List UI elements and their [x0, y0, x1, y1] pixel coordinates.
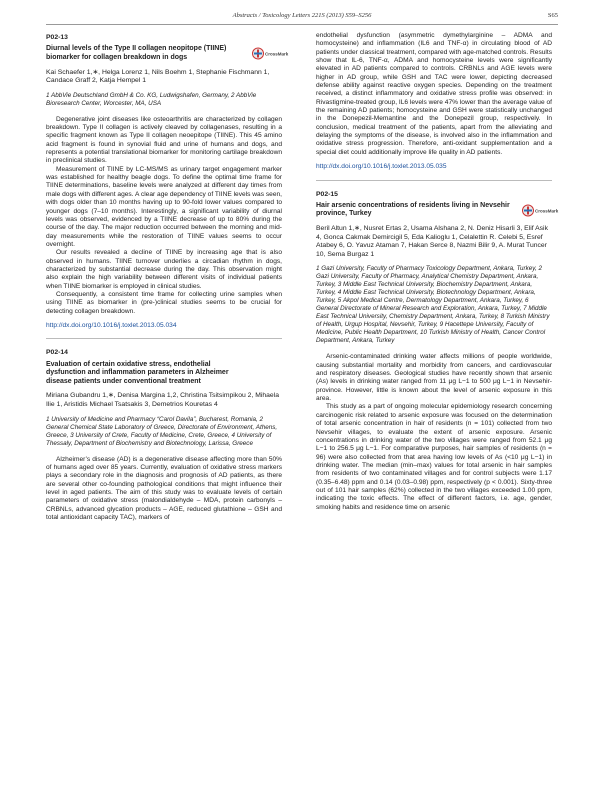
abstract-title [46, 361, 282, 387]
paragraph: Measurement of TIINE by LC-MS/MS as urinary target engagement marker was established for healthy beagle dogs. To define the optimal time frame for TIINE determinations, baseline levels were analyzed at different day times from male dogs with different ages. A clear age dependency of TIINE levels was seen, with dogs older than 10 months having up to 90-fold lower values compared to younger dogs (7–10 months). Interestingly, a significant variability of diurnal levels was observed, evidenced by a TIINE decrease of up to 80% during the course of the day. The major reduction occurred between the morning and mid-day measurements while the restoration of TIINE values seems to occur overnight. [46, 165, 282, 248]
running-header [46, 8, 558, 24]
paragraph: This study as a part of ongoing molecular epidemiology research concerning carcinogenic risk related to arsenic exposure was focused on the determination of total arsenic concentration in hair of residents (n = 101) collected from two Nevsehir villages, to evaluate the extent of arsenic exposure. Arsenic concentrations in drinking water of the two villages were ranged from 52.1 μg L−1 to 256.5 μg L−1. For comparative purposes, hair samples of residents (n = 96) were also collected from that area having low levels of As (<10 μg L−1) in drinking water. The median (min–max) values for total arsenic in hair samples from residents of two contaminated villages and for control subjects were 1.17 (0.35–6.48) ppm and 0.14 (0.03–0.98) ppm, respectively (p < 0.001). Sixty-three out of 101 hair samples (62%) collected in the two villages exceeded 1.00 ppm, indicating the toxic effects. The effect of different factors, i.e. age, gender, smoking habits and residence time on arsenic [316, 403, 552, 511]
affiliations: 1 Gazi University, Faculty of Pharmacy Toxicology Department, Ankara, Turkey, 2 Gazi University, Faculty of Pharmacy, Analytical Chemistry Department, Ankara, Turkey, 3 Middle East Technical University, Biochemistry Department, Ankara, Turkey, 4 Middle East Technical University, Biotechnology Department, Ankara, Turkey, 5 Akpol Medical Centre, Dermatology Department, Ankara, Turkey, 6 General Directorate of Mineral Research and Exploration, Ankara, Turkey, 7 Middle East Technical University, Chemistry Department, Ankara, Turkey, 8 Turkish Ministry of Health, Urgup Hospital, Nevsehir, Turkey, 9 Hacettepe University, Faculty of Medicine, Public Health Department, 10 Turkish Ministry of Health, Cancer Control Department, Ankara, Turkey [316, 265, 550, 345]
abstract-id: P02-14 [46, 349, 68, 357]
crossmark-icon[interactable] [252, 47, 289, 60]
author-list: Miriana Gubandru 1,∗, Denisa Margina 1,2, Christina Tsitsimpikou 2, Mihaela Ilie 1, Aristidis Michael Tsatsakis 3, Demetrios Kouretas 4 [46, 392, 279, 409]
crossmark-icon[interactable] [522, 204, 559, 217]
page-number: S65 [547, 12, 558, 19]
abstract-body [46, 116, 282, 316]
abstract-title-text: Diurnal levels of the Type II collagen neopitope (TIINE) biomarker for collagen breakdown in dogs [46, 45, 227, 61]
abstract-id: P02-15 [316, 190, 338, 198]
paragraph: Alzheimer’s disease (AD) is a degenerative disease affecting more than 50% of humans aged over 85 years. Currently, evaluation of oxidative stress markers plays a secondary role in the diagnosis and prognosis of AD patients, as there are several other co-founding pathological conditions that might influence their level in aged patients. The aim of this study was to evaluate levels of certain parameters of oxidative stress (malondialdehyde – MDA, protein carbonyls – CRBNLs, advanced glycation products – AGE, reduced glutathione – GSH and total antioxidant capacity TAC), markers of [46, 455, 282, 522]
paragraph: Consequently, a consistent time frame for collecting urine samples when using TIINE as biomarker in (pre-)clinical studies seems to be crucial for detecting collagen breakdown. [46, 290, 282, 315]
abstract-title [316, 201, 559, 219]
abstract-title-text: Hair arsenic concentrations of residents living in Nevsehir province, Turkey [316, 201, 510, 218]
doi-link[interactable]: http://dx.doi.org/10.1016/j.toxlet.2013.05.035 [316, 163, 447, 171]
journal-citation: Abstracts / Toxicology Letters 221S (2013) S59–S256 [232, 12, 372, 19]
header-rule [46, 24, 558, 25]
abstract-id: P02-13 [46, 34, 68, 41]
abstract-title-text: Evaluation of certain oxidative stress, endothelial dysfunction and inflammation parameters in Alzheimer disease patients under conventional treatment [46, 360, 229, 385]
right-column [316, 32, 559, 512]
author-list: Beril Altun 1,∗, Nusret Ertas 2, Usama Alshana 2, N. Deniz Hisarli 3, Elif Asik 4, Gonca Cakmak Demircigil 5, Eda Kalioglu 1, Celalettin R. Celebi 5, Esref Atabey 6, O. Yavuz Ataman 7, Hakan Serce 8, Nazmi Bilir 9, A. Murat Tuncer 10, Sema Burgaz 1 [316, 225, 548, 258]
left-column [46, 32, 289, 522]
abstract-title [46, 45, 289, 62]
svg-text:CrossMark: CrossMark [535, 208, 559, 214]
abstract-body-continued [316, 32, 552, 157]
paragraph: Our results revealed a decline of TIINE by increasing age that is also observed in humans. TIINE turnover underlies a circadian rhythm in dogs, characterized by substantial decrease during the day. This observation might also explain the high variability between different visits of individual patients when TIINE biomarker is employed in clinical studies. [46, 249, 282, 290]
paragraph: endothelial dysfunction (asymmetric dymethylarginine – ADMA and homocysteine) and inflammation (IL6 and TNF-α) in circulating blood of AD patients under classical treatment, compared with age-matched controls. Results show that IL-6, TNF-α, ADMA and homocysteine levels were significantly elevated in AD patients compared to controls. CRBNLs and AGE levels were higher in AD group, while GSH and TAC were lower, depicting decreased defense ability against reactive oxygen species. Depending on the treatment received, a distinct inflammatory and oxidative stress profile was observed: in Rivastigmine-treated group, IL6 levels were 47% lower than the average value of the remaining AD patients; homocysteine and GSH were statistically unchanged in the Donepezil-Memantine and the Donepezil group, respectively. In conclusion, medical treatment of the patients, apart from the alleviating and delaying the symptoms of the disease, is involved also in the inflammation and oxidative stress progression. Therefore, anti-oxidant supplementation and a special diet could additionally improve life quality in AD patients. [316, 32, 552, 156]
abstract-body [46, 456, 282, 523]
abstract-body [316, 353, 552, 512]
affiliations: 1 AbbVie Deutschland GmbH & Co. KG, Ludwigshafen, Germany, 2 AbbVie Bioresearch Center, Worcester, MA, USA [46, 91, 257, 107]
author-list: Kai Schaefer 1,∗, Helga Lorenz 1, Nils Boehm 1, Stephanie Fischmann 1, Candace Graff 2, Katja Hempel 1 [46, 68, 270, 85]
affiliations: 1 University of Medicine and Pharmacy “Carol Davila”, Bucharest, Romania, 2 General Chemical State Laboratory of Greece, Directorate of Environment, Athens, Greece, 3 University of Crete, Faculty of Medicine, Crete, Greece, 4 University of Thessaly, Department of Biochemistry and Biotechnology, Larissa, Greece [46, 415, 278, 447]
svg-text:CrossMark: CrossMark [265, 51, 289, 57]
doi-link[interactable]: http://dx.doi.org/10.1016/j.toxlet.2013.05.034 [46, 321, 177, 329]
paragraph: Arsenic-contaminated drinking water affects millions of people worldwide, causing substantial mortality and morbidity from cancers, and cardiovascular and respiratory diseases. Geological studies have recently shown that arsenic (As) levels in drinking water ranged from 11 μg L−1 to 500 μg L−1 in Nevsehir-province. However, little is known about the level of arsenic exposure in this area. [316, 353, 552, 403]
paragraph: Degenerative joint diseases like osteoarthritis are characterized by collagen breakdown. Type II collagen is actively cleaved by collagenases, resulting in a specific fragment known as Type II collagen neoepitope (TIINE). This 45 amino acid fragment is found in synovial fluid and urine of humans and dogs, and represents a potential translational biomarker for monitoring cartilage breakdown in preclinical studies. [46, 115, 282, 165]
